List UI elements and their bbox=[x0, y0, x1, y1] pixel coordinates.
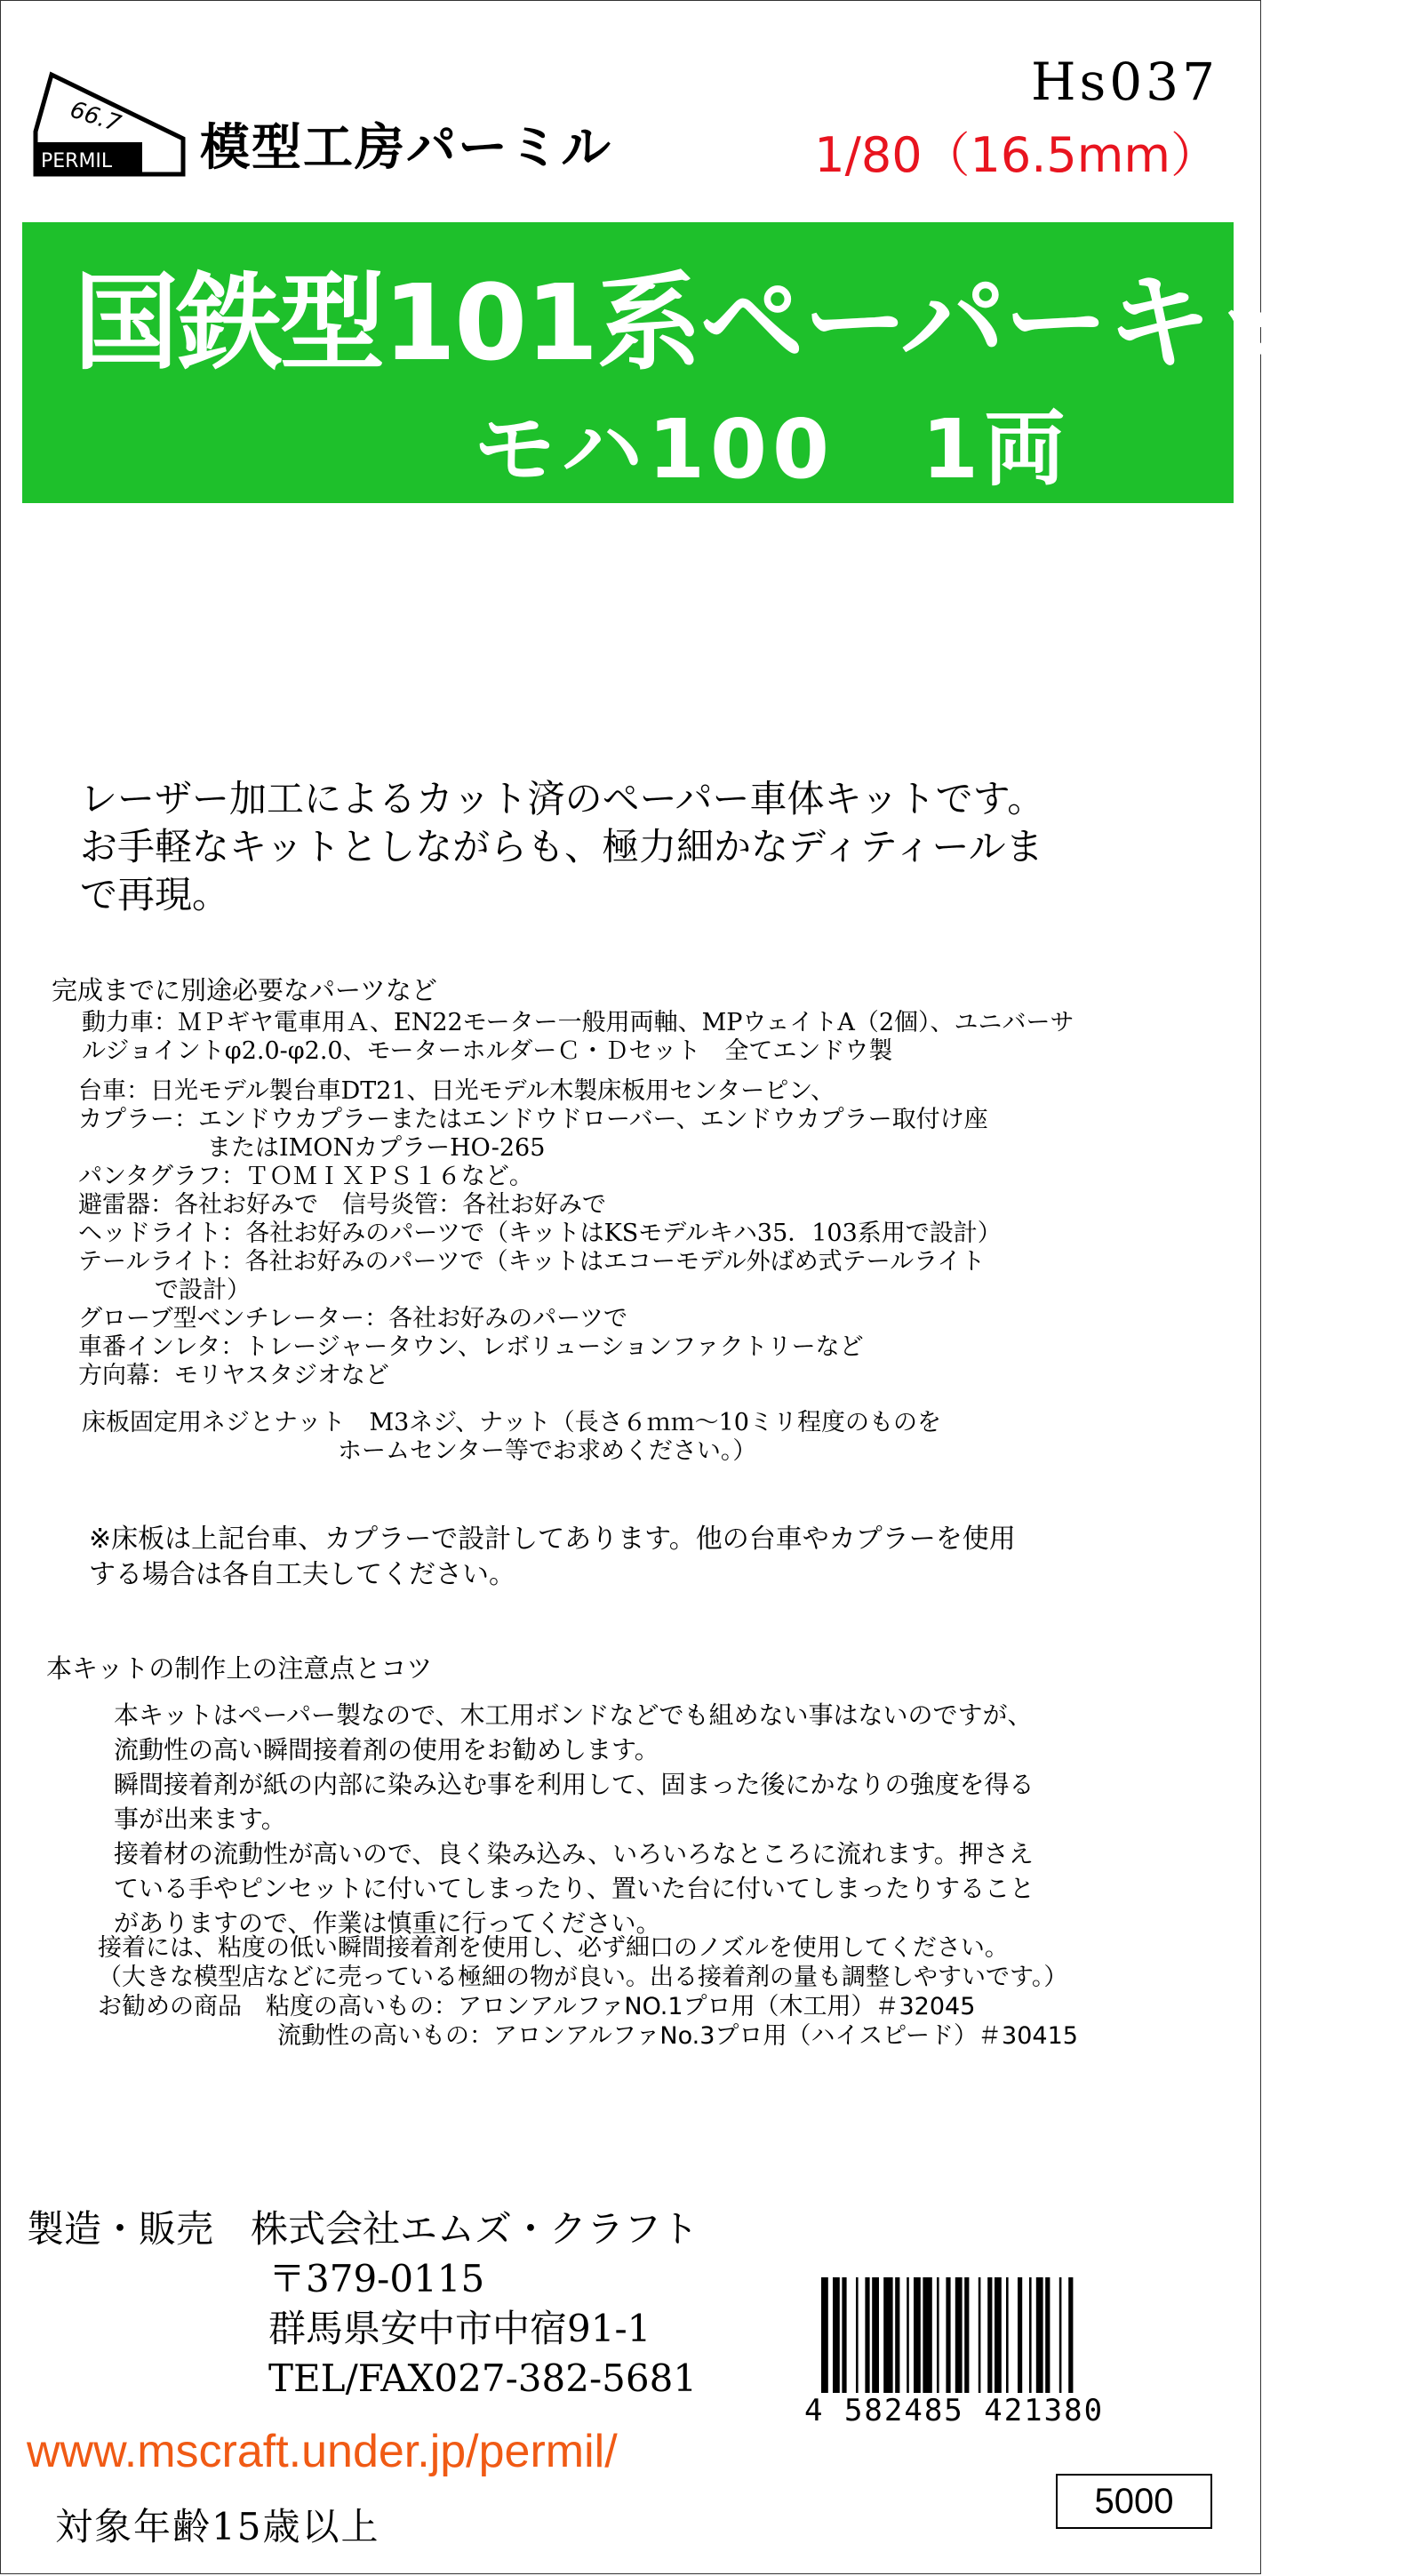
tips-line: 事が出来ます。 bbox=[114, 1804, 286, 1834]
product-subtitle: モハ100 1両 bbox=[474, 402, 1072, 497]
parts-heading: 完成までに別途必要なパーツなど bbox=[52, 975, 437, 1005]
list-item: ルジョイントφ2.0-φ2.0、モーターホルダーＣ・Ｄセット 全てエンドウ製 bbox=[82, 1037, 893, 1065]
glue-tips bbox=[98, 1933, 1078, 2051]
tips-line: がありますので、作業は慎重に行ってください。 bbox=[114, 1908, 661, 1938]
parts-motor bbox=[82, 1009, 1074, 1066]
brand-name: 模型工房パーミル bbox=[200, 119, 612, 177]
age-rating: 対象年齢15歳以上 bbox=[55, 2505, 380, 2548]
logo-brand: PERMIL bbox=[41, 150, 113, 172]
floor-note bbox=[89, 1522, 1016, 1593]
list-item: パンタグラフ：ＴＯＭＩＸＰＳ１６など。 bbox=[78, 1163, 533, 1190]
list-item: カプラー：エンドウカプラーまたはエンドウドローバー、エンドウカプラー取付け座 bbox=[78, 1106, 988, 1133]
parts-screws bbox=[82, 1409, 941, 1466]
maker-name: 製造・販売 株式会社エムズ・クラフト bbox=[27, 2207, 699, 2251]
list-item: グローブ型ベンチレーター：各社お好みのパーツで bbox=[78, 1305, 628, 1332]
tips-line: ている手やピンセットに付いてしまったり、置いた台に付いてしまったりすること bbox=[114, 1874, 1035, 1903]
tips-line: 瞬間接着剤が紙の内部に染み込む事を利用して、固まった後にかなりの強度を得る bbox=[114, 1770, 1035, 1799]
barcode-number: 4 582485 421380 bbox=[804, 2393, 1222, 2428]
list-item: 避雷器：各社お好みで 信号炎管：各社お好みで bbox=[78, 1191, 606, 1219]
recommended-product: 流動性の高いもの：アロンアルファNo.3プロ用（ハイスピード）＃30415 bbox=[277, 2022, 1078, 2050]
intro-line: レーザー加工によるカット済のペーパー車体キットです。 bbox=[80, 777, 1045, 820]
list-item: で設計） bbox=[155, 1276, 251, 1304]
price-box: 5000 bbox=[1056, 2474, 1212, 2529]
list-item: 床板固定用ネジとナット M3ネジ、ナット（長さ６ｍｍ～10ミリ程度のものを bbox=[82, 1409, 941, 1436]
recommended-product: お勧めの商品 粘度の高いもの：アロンアルファNO.1プロ用（木工用）＃32045 bbox=[98, 1993, 976, 2020]
intro-line: お手軽なキットとしながらも、極力細かなディティールま bbox=[80, 825, 1043, 868]
list-item: 台車：日光モデル製台車DT21、日光モデル木製床板用センターピン、 bbox=[78, 1077, 835, 1105]
title-band bbox=[22, 222, 1414, 503]
website-url: www.mscraft.under.jp/permil/ bbox=[27, 2426, 618, 2477]
note-line: する場合は各自工夫してください。 bbox=[89, 1559, 515, 1590]
list-item: ホームセンター等でお求めください。） bbox=[338, 1437, 757, 1465]
tips-heading: 本キットの制作上の注意点とコツ bbox=[46, 1653, 433, 1684]
product-code: Hs037 bbox=[1030, 52, 1218, 112]
intro-text bbox=[80, 775, 1191, 919]
product-title: 国鉄型101系ペーパーキット bbox=[74, 261, 1414, 384]
parts-list bbox=[78, 1077, 1002, 1390]
list-item: 動力車：ＭＰギヤ電車用Ａ、EN22モーター一般用両軸、MPウェイトA（2個）、ユニバーサ bbox=[82, 1009, 1074, 1036]
logo-gauge: 66.7 bbox=[67, 96, 124, 138]
list-item: 車番インレタ：トレージャータウン、レボリューションファクトリーなど bbox=[78, 1333, 864, 1361]
tips-line: 接着には、粘度の低い瞬間接着剤を使用し、必ず細口のノズルを使用してください。 bbox=[98, 1934, 1009, 1962]
list-item: ヘッドライト：各社お好みのパーツで（キットはKSモデルキハ35．103系用で設計） bbox=[78, 1220, 1002, 1247]
tips-line: 接着材の流動性が高いので、良く染み込み、いろいろなところに流れます。押さえ bbox=[114, 1839, 1034, 1868]
maker-address: 群馬県安中市中宿91-1 bbox=[268, 2307, 651, 2350]
note-line: ※床板は上記台車、カプラーで設計してあります。他の台車やカプラーを使用 bbox=[89, 1524, 1016, 1555]
tips-line: （大きな模型店などに売っている極細の物が良い。出る接着剤の量も調整しやすいです。） bbox=[98, 1964, 1068, 1991]
list-item: またはIMONカプラーHO-265 bbox=[207, 1134, 546, 1162]
tips-line: 本キットはペーパー製なので、木工用ボンドなどでも組めない事はないのですが、 bbox=[114, 1700, 1033, 1730]
tips-line: 流動性の高い瞬間接着剤の使用をお勧めします。 bbox=[114, 1735, 659, 1764]
tips-text bbox=[114, 1698, 1035, 1940]
list-item: 方向幕：モリヤスタジオなど bbox=[78, 1362, 389, 1389]
permil-logo-icon bbox=[34, 69, 185, 176]
list-item: テールライト：各社お好みのパーツで（キットはエコーモデル外ばめ式テールライト bbox=[78, 1248, 986, 1276]
maker-tel: TEL/FAX027-382-5681 bbox=[268, 2356, 698, 2400]
intro-line: で再現。 bbox=[80, 873, 230, 916]
maker-zip: 〒379-0115 bbox=[268, 2257, 485, 2300]
scale-label: 1/80（16.5mm） bbox=[814, 127, 1218, 183]
maker-info bbox=[27, 2204, 699, 2404]
